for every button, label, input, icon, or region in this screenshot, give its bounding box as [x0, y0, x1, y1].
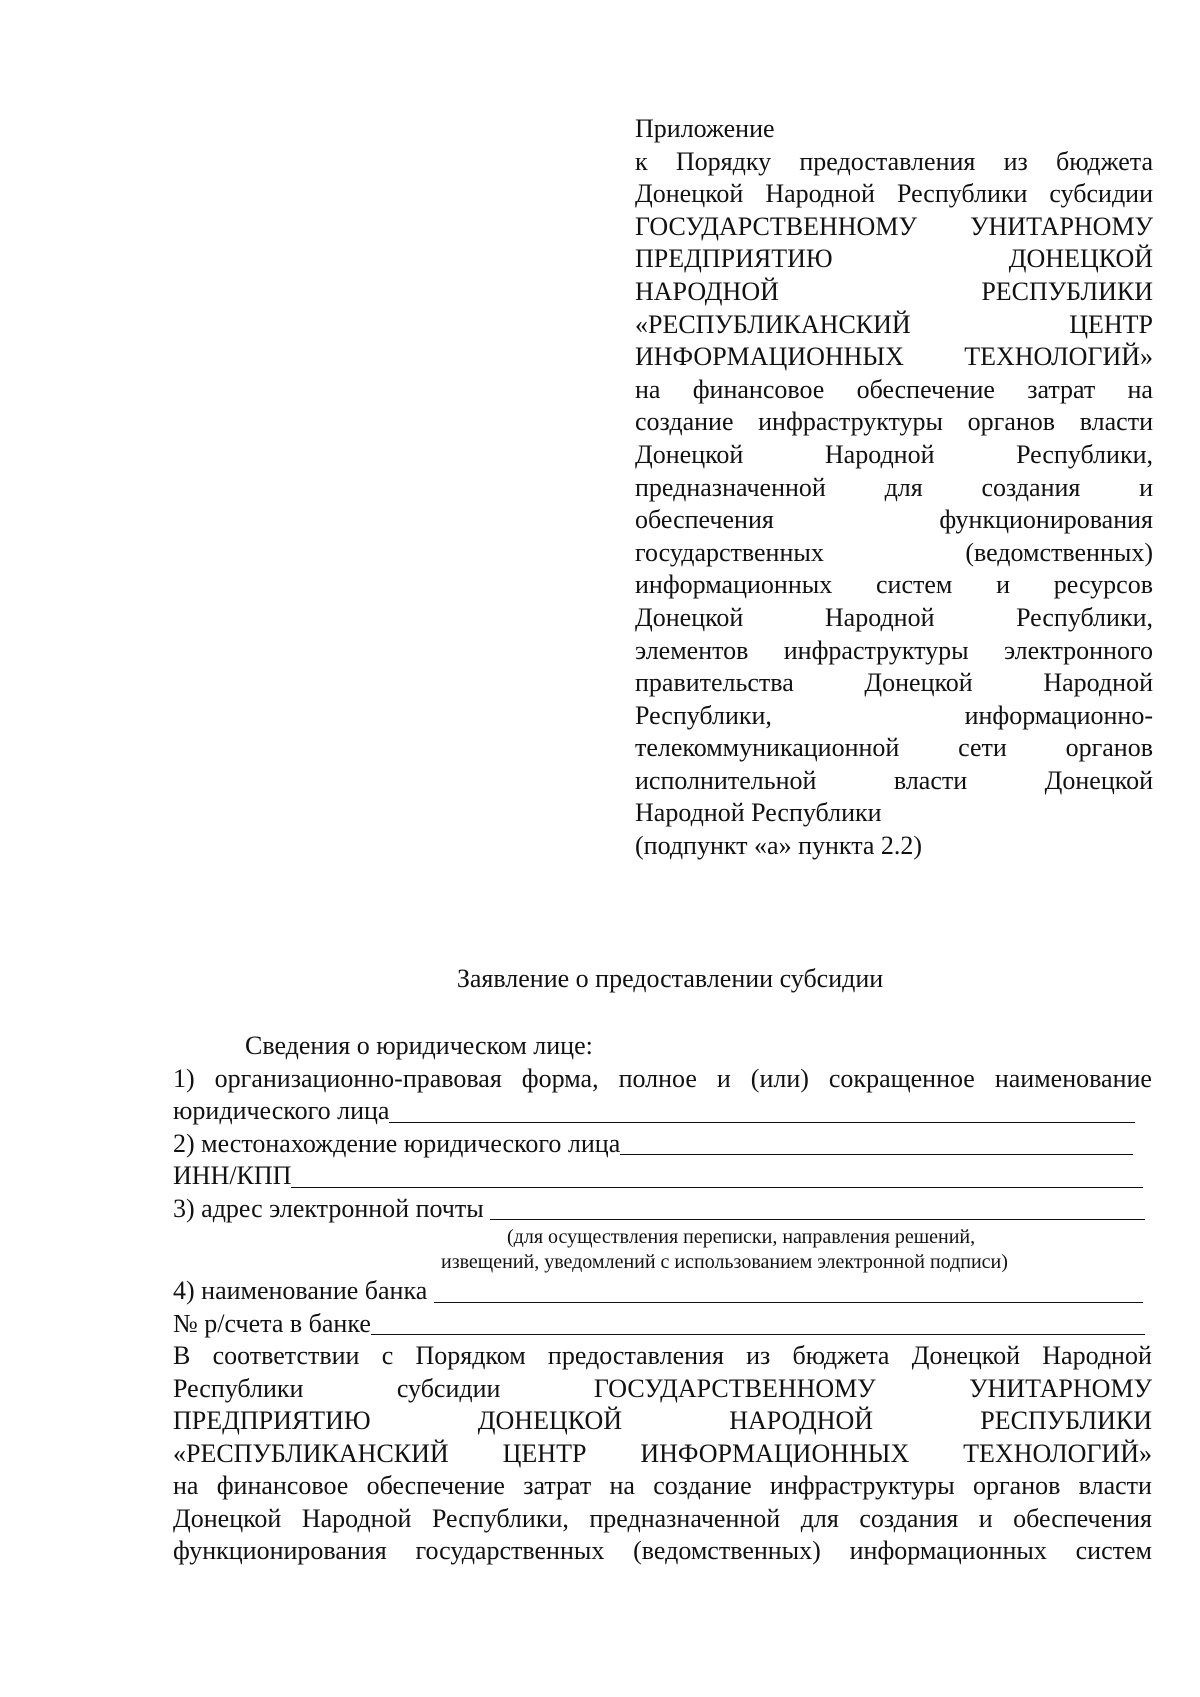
appendix-line: (подпункт «а» пункта 2.2)	[635, 831, 923, 861]
paragraph-line: «РЕСПУБЛИКАНСКИЙ ЦЕНТР ИНФОРМАЦИОННЫХ ТЕХНОЛОГИЙ»	[173, 1438, 1152, 1468]
paragraph-line: Донецкой Народной Республики, предназначенной для создания и обеспечения	[173, 1503, 1152, 1533]
item-1-text: 1) организационно-правовая форма, полное и (или) сокращенное наименование	[173, 1063, 1152, 1093]
inn-kpp-blank-line[interactable]	[291, 1186, 1143, 1188]
document-title: Заявление о предоставлении субсидии	[456, 964, 884, 993]
email-note-line-1: (для осуществления переписки, направления решений,	[507, 1226, 976, 1248]
account-label: № р/счета в банке	[173, 1308, 371, 1338]
appendix-line: информационных систем и ресурсов	[635, 570, 1153, 600]
legal-name-field[interactable]	[173, 1095, 1135, 1128]
location-field[interactable]	[173, 1128, 1133, 1161]
application-body	[173, 1030, 1152, 1568]
appendix-line: НАРОДНОЙ РЕСПУБЛИКИ	[635, 276, 1153, 306]
email-field[interactable]	[173, 1193, 1145, 1226]
paragraph-line: на финансовое обеспечение затрат на создание инфраструктуры органов власти	[173, 1471, 1152, 1500]
legal-name-label: юридического лица	[173, 1096, 390, 1125]
paragraph-line: ПРЕДПРИЯТИЮ ДОНЕЦКОЙ НАРОДНОЙ РЕСПУБЛИКИ	[173, 1406, 1152, 1435]
bank-name-label: 4) наименование банка	[173, 1276, 434, 1305]
paragraph-line: Республики субсидии ГОСУДАРСТВЕННОМУ УНИТАРНОМУ	[173, 1373, 1152, 1403]
appendix-line: Республики, информационно-	[635, 700, 1153, 730]
appendix-line: государственных (ведомственных)	[635, 537, 1153, 567]
appendix-line: ПРЕДПРИЯТИЮ ДОНЕЦКОЙ	[635, 244, 1153, 274]
intro-text: Сведения о юридическом лице:	[245, 1031, 593, 1060]
appendix-line: Народной Республики	[635, 798, 882, 828]
appendix-line: ГОСУДАРСТВЕННОМУ УНИТАРНОМУ	[635, 211, 1153, 241]
appendix-line: Донецкой Народной Республики,	[635, 439, 1153, 469]
appendix-line: исполнительной власти Донецкой	[635, 765, 1153, 795]
appendix-line: элементов инфраструктуры электронного	[635, 635, 1153, 665]
bank-name-blank-line[interactable]	[434, 1301, 1143, 1303]
account-blank-line[interactable]	[371, 1333, 1145, 1335]
email-blank-line[interactable]	[490, 1218, 1145, 1220]
appendix-line: предназначенной для создания и	[635, 472, 1153, 502]
appendix-line: телекоммуникационной сети органов	[635, 733, 1153, 763]
legal-name-blank-line[interactable]	[389, 1121, 1135, 1123]
paragraph-line: В соответствии с Порядком предоставления из бюджета Донецкой Народной	[173, 1341, 1152, 1370]
account-field[interactable]	[173, 1308, 1145, 1341]
appendix-line: Донецкой Народной Республики субсидии	[635, 179, 1153, 209]
appendix-line: Приложение	[635, 114, 775, 143]
appendix-line: создание инфраструктуры органов власти	[635, 407, 1153, 437]
paragraph-line: функционирования государственных (ведомственных) информационных систем	[173, 1536, 1152, 1565]
appendix-line: на финансовое обеспечение затрат на	[635, 374, 1153, 404]
email-label: 3) адрес электронной почты	[173, 1193, 491, 1223]
location-label: 2) местонахождение юридического лица	[173, 1128, 621, 1158]
appendix-line: «РЕСПУБЛИКАНСКИЙ ЦЕНТР	[635, 309, 1153, 339]
appendix-block	[635, 113, 1153, 863]
location-blank-line[interactable]	[620, 1153, 1133, 1155]
appendix-line: Донецкой Народной Республики,	[635, 602, 1153, 632]
email-note-line-2: извещений, уведомлений с использованием электронной подписи)	[441, 1251, 1008, 1273]
appendix-line: обеспечения функционирования	[635, 505, 1153, 535]
appendix-line: к Порядку предоставления из бюджета	[635, 146, 1153, 176]
inn-kpp-field[interactable]	[173, 1160, 1143, 1193]
appendix-line: правительства Донецкой Народной	[635, 668, 1153, 698]
appendix-line: ИНФОРМАЦИОННЫХ ТЕХНОЛОГИЙ»	[635, 342, 1153, 372]
bank-name-field[interactable]	[173, 1275, 1143, 1308]
inn-kpp-label: ИНН/КПП	[173, 1161, 292, 1190]
